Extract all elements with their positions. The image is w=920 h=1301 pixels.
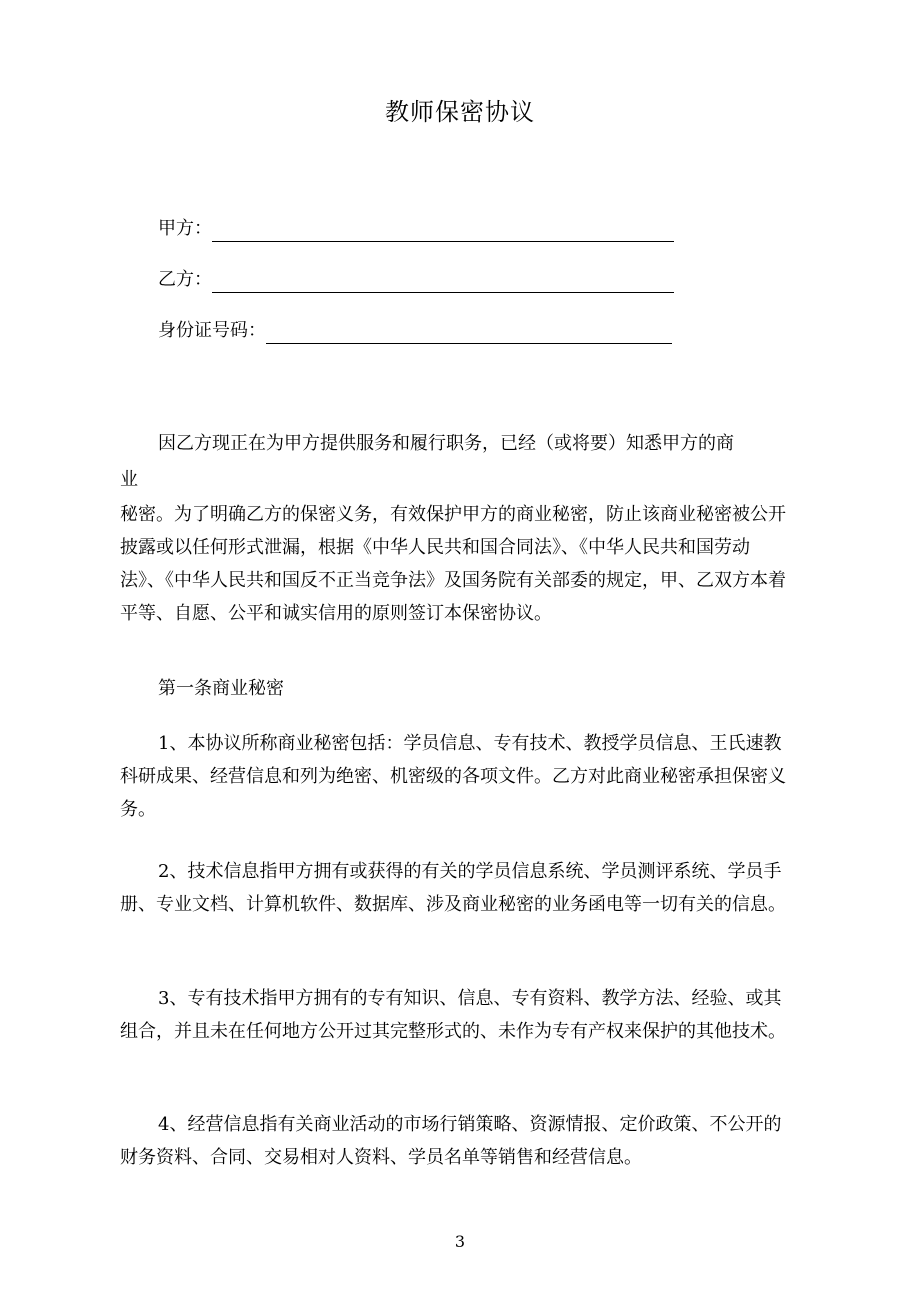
document-title: 教师保密协议 [385, 98, 535, 126]
page-number: 3 [454, 1232, 466, 1251]
party-b-label: 乙方： [158, 269, 212, 290]
party-a-field [158, 216, 674, 242]
clause-1: 1、本协议所称商业秘密包括：学员信息、专有技术、教授学员信息、王氏速教科研成果、经营信息和列为绝密、机密级的各项文件。乙方对此商业秘密承担保密义务。 [120, 733, 786, 820]
article-1-heading: 第一条商业秘密 [158, 678, 284, 699]
intro-paragraph: 秘密。为了明确乙方的保密义务，有效保护甲方的商业秘密，防止该商业秘密被公开披露或以任何形式泄漏，根据《中华人民共和国合同法》、《中华人民共和国劳动法》、《中华人民共和国反不正当竞争法》及国务院有关部委的规定，甲、乙双方本着平等、自愿、公平和诚实信用的原则签订本保密协议。 [120, 504, 786, 624]
party-a-blank-line [212, 217, 674, 242]
id-number-label: 身份证号码： [158, 320, 266, 341]
clause-2: 2、技术信息指甲方拥有或获得的有关的学员信息系统、学员测评系统、学员手册、专业文档、计算机软件、数据库、涉及商业秘密的业务函电等一切有关的信息。 [120, 861, 786, 915]
party-b-field [158, 267, 674, 293]
party-b-blank-line [212, 268, 674, 293]
intro-line-2: 业 [120, 469, 138, 490]
intro-line-1: 因乙方现正在为甲方提供服务和履行职务，已经（或将要）知悉甲方的商 [158, 433, 734, 454]
party-a-label: 甲方： [158, 218, 212, 239]
clause-4: 4、经营信息指有关商业活动的市场行销策略、资源情报、定价政策、不公开的财务资料、合同、交易相对人资料、学员名单等销售和经营信息。 [120, 1114, 782, 1168]
id-number-field [158, 318, 672, 344]
id-number-blank-line [266, 319, 672, 344]
clause-3: 3、专有技术指甲方拥有的专有知识、信息、专有资料、教学方法、经验、或其组合，并且未在任何地方公开过其完整形式的、未作为专有产权来保护的其他技术。 [120, 988, 786, 1042]
